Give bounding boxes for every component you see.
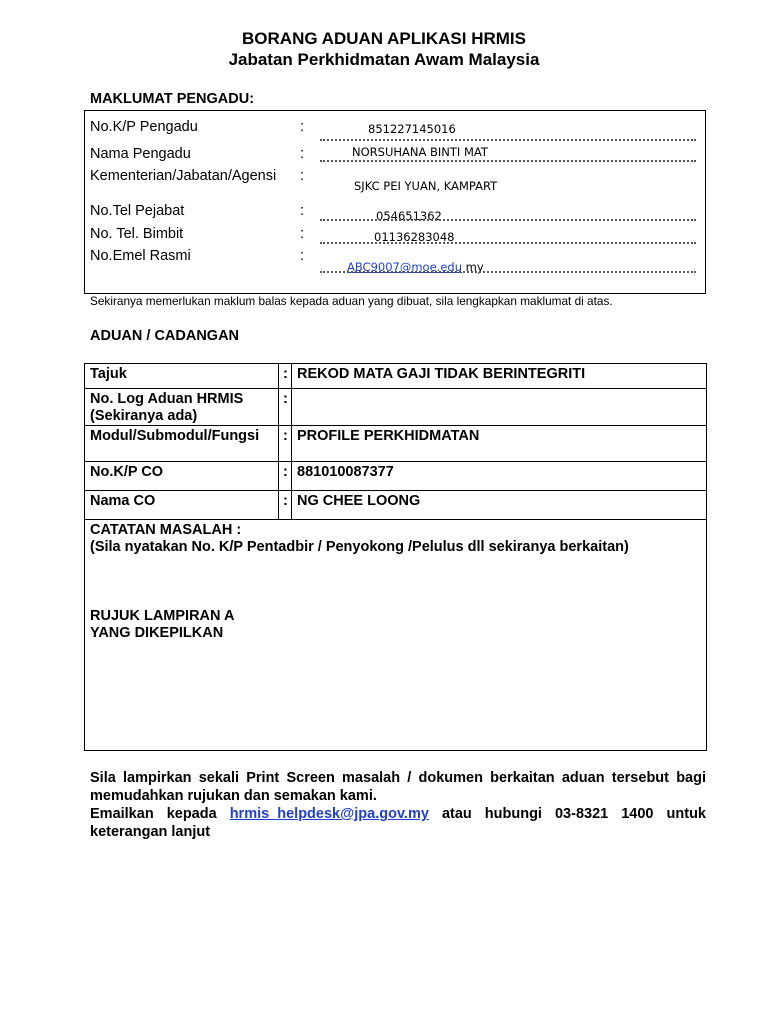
value-kementerian[interactable]: SJKC PEI YUAN, KAMPART [354,179,498,193]
colon: : [300,168,305,184]
label-kp-pengadu: No.K/P Pengadu [90,119,198,135]
label-log-line1: No. Log Aduan HRMIS [90,391,244,407]
colon: : [279,426,292,462]
colon: : [300,248,305,264]
catatan-instruction: (Sila nyatakan No. K/P Pentadbir / Penyokong /Pelulus dll sekiranya berkaitan) [90,539,629,555]
label-tel-pejabat: No.Tel Pejabat [90,203,185,219]
footer-para2 [90,805,706,841]
helpdesk-email-link[interactable]: hrmis_helpdesk@jpa.gov.my [229,806,429,822]
table-row [85,462,707,491]
table-row [85,389,707,426]
row-label-tajuk: Tajuk [85,364,279,389]
table-row [85,491,707,520]
catatan-cell[interactable] [85,520,707,751]
pengadu-note: Sekiranya memerlukan maklum balas kepada aduan yang dibuat, sila lengkapkan maklumat di atas. [90,294,613,308]
row-label-nama-co: Nama CO [85,491,279,520]
label-kementerian: Kementerian/Jabatan/Agensi [90,168,277,184]
dotted-line [320,242,696,244]
label-log-line2: (Sekiranya ada) [90,408,198,424]
section-title-pengadu: MAKLUMAT PENGADU: [90,91,255,107]
row-label-log [85,389,279,426]
value-kp-co[interactable]: 881010087377 [292,462,707,491]
value-nama-pengadu[interactable]: NORSUHANA BINTI MAT [352,145,488,159]
table-row [85,364,707,389]
value-tajuk[interactable]: REKOD MATA GAJI TIDAK BERINTEGRITI [292,364,707,389]
label-nama-pengadu: Nama Pengadu [90,146,191,162]
row-label-modul: Modul/Submodul/Fungsi [85,426,279,462]
value-log[interactable] [292,389,707,426]
catatan-line2: YANG DIKEPILKAN [90,625,224,641]
value-kp-pengadu[interactable]: 851227145016 [368,122,456,136]
section-title-aduan: ADUAN / CADANGAN [90,328,240,344]
email-link[interactable]: ABC9007@moe.edu [347,260,462,274]
form-subtitle: Jabatan Perkhidmatan Awam Malaysia [228,50,540,69]
catatan-line1: RUJUK LAMPIRAN A [90,608,235,624]
colon: : [300,119,305,135]
colon: : [279,462,292,491]
catatan-heading: CATATAN MASALAH : [90,522,242,538]
colon: : [279,389,292,426]
spacer [90,556,701,608]
colon: : [300,226,305,242]
label-emel-rasmi: No.Emel Rasmi [90,248,191,264]
label-tel-bimbit: No. Tel. Bimbit [90,226,184,242]
colon: : [300,146,305,162]
dotted-line [320,160,696,162]
value-modul[interactable]: PROFILE PERKHIDMATAN [292,426,707,462]
footer-para2-prefix: Emailkan kepada [90,806,230,822]
table-row [85,520,707,751]
form-title: BORANG ADUAN APLIKASI HRMIS [242,29,526,48]
value-nama-co[interactable]: NG CHEE LOONG [292,491,707,520]
value-tel-pejabat[interactable]: 054651362 [376,209,442,223]
dotted-line [320,271,696,273]
aduan-table [84,363,707,751]
row-label-kp-co: No.K/P CO [85,462,279,491]
colon: : [279,491,292,520]
table-row [85,426,707,462]
email-suffix: my [461,260,484,274]
dotted-line [320,219,696,221]
footer-para2-suffix: atau hubungi 03-8321 1400 untuk keterangan lanjut [90,806,706,840]
footer-notice [90,769,706,841]
footer-para1: Sila lampirkan sekali Print Screen masalah / dokumen berkaitan aduan tersebut bagi memudahkan rujukan dan semakan kami. [90,770,706,804]
colon: : [279,364,292,389]
dotted-line [320,139,696,141]
value-tel-bimbit[interactable]: 01136283048 [374,230,455,244]
colon: : [300,203,305,219]
